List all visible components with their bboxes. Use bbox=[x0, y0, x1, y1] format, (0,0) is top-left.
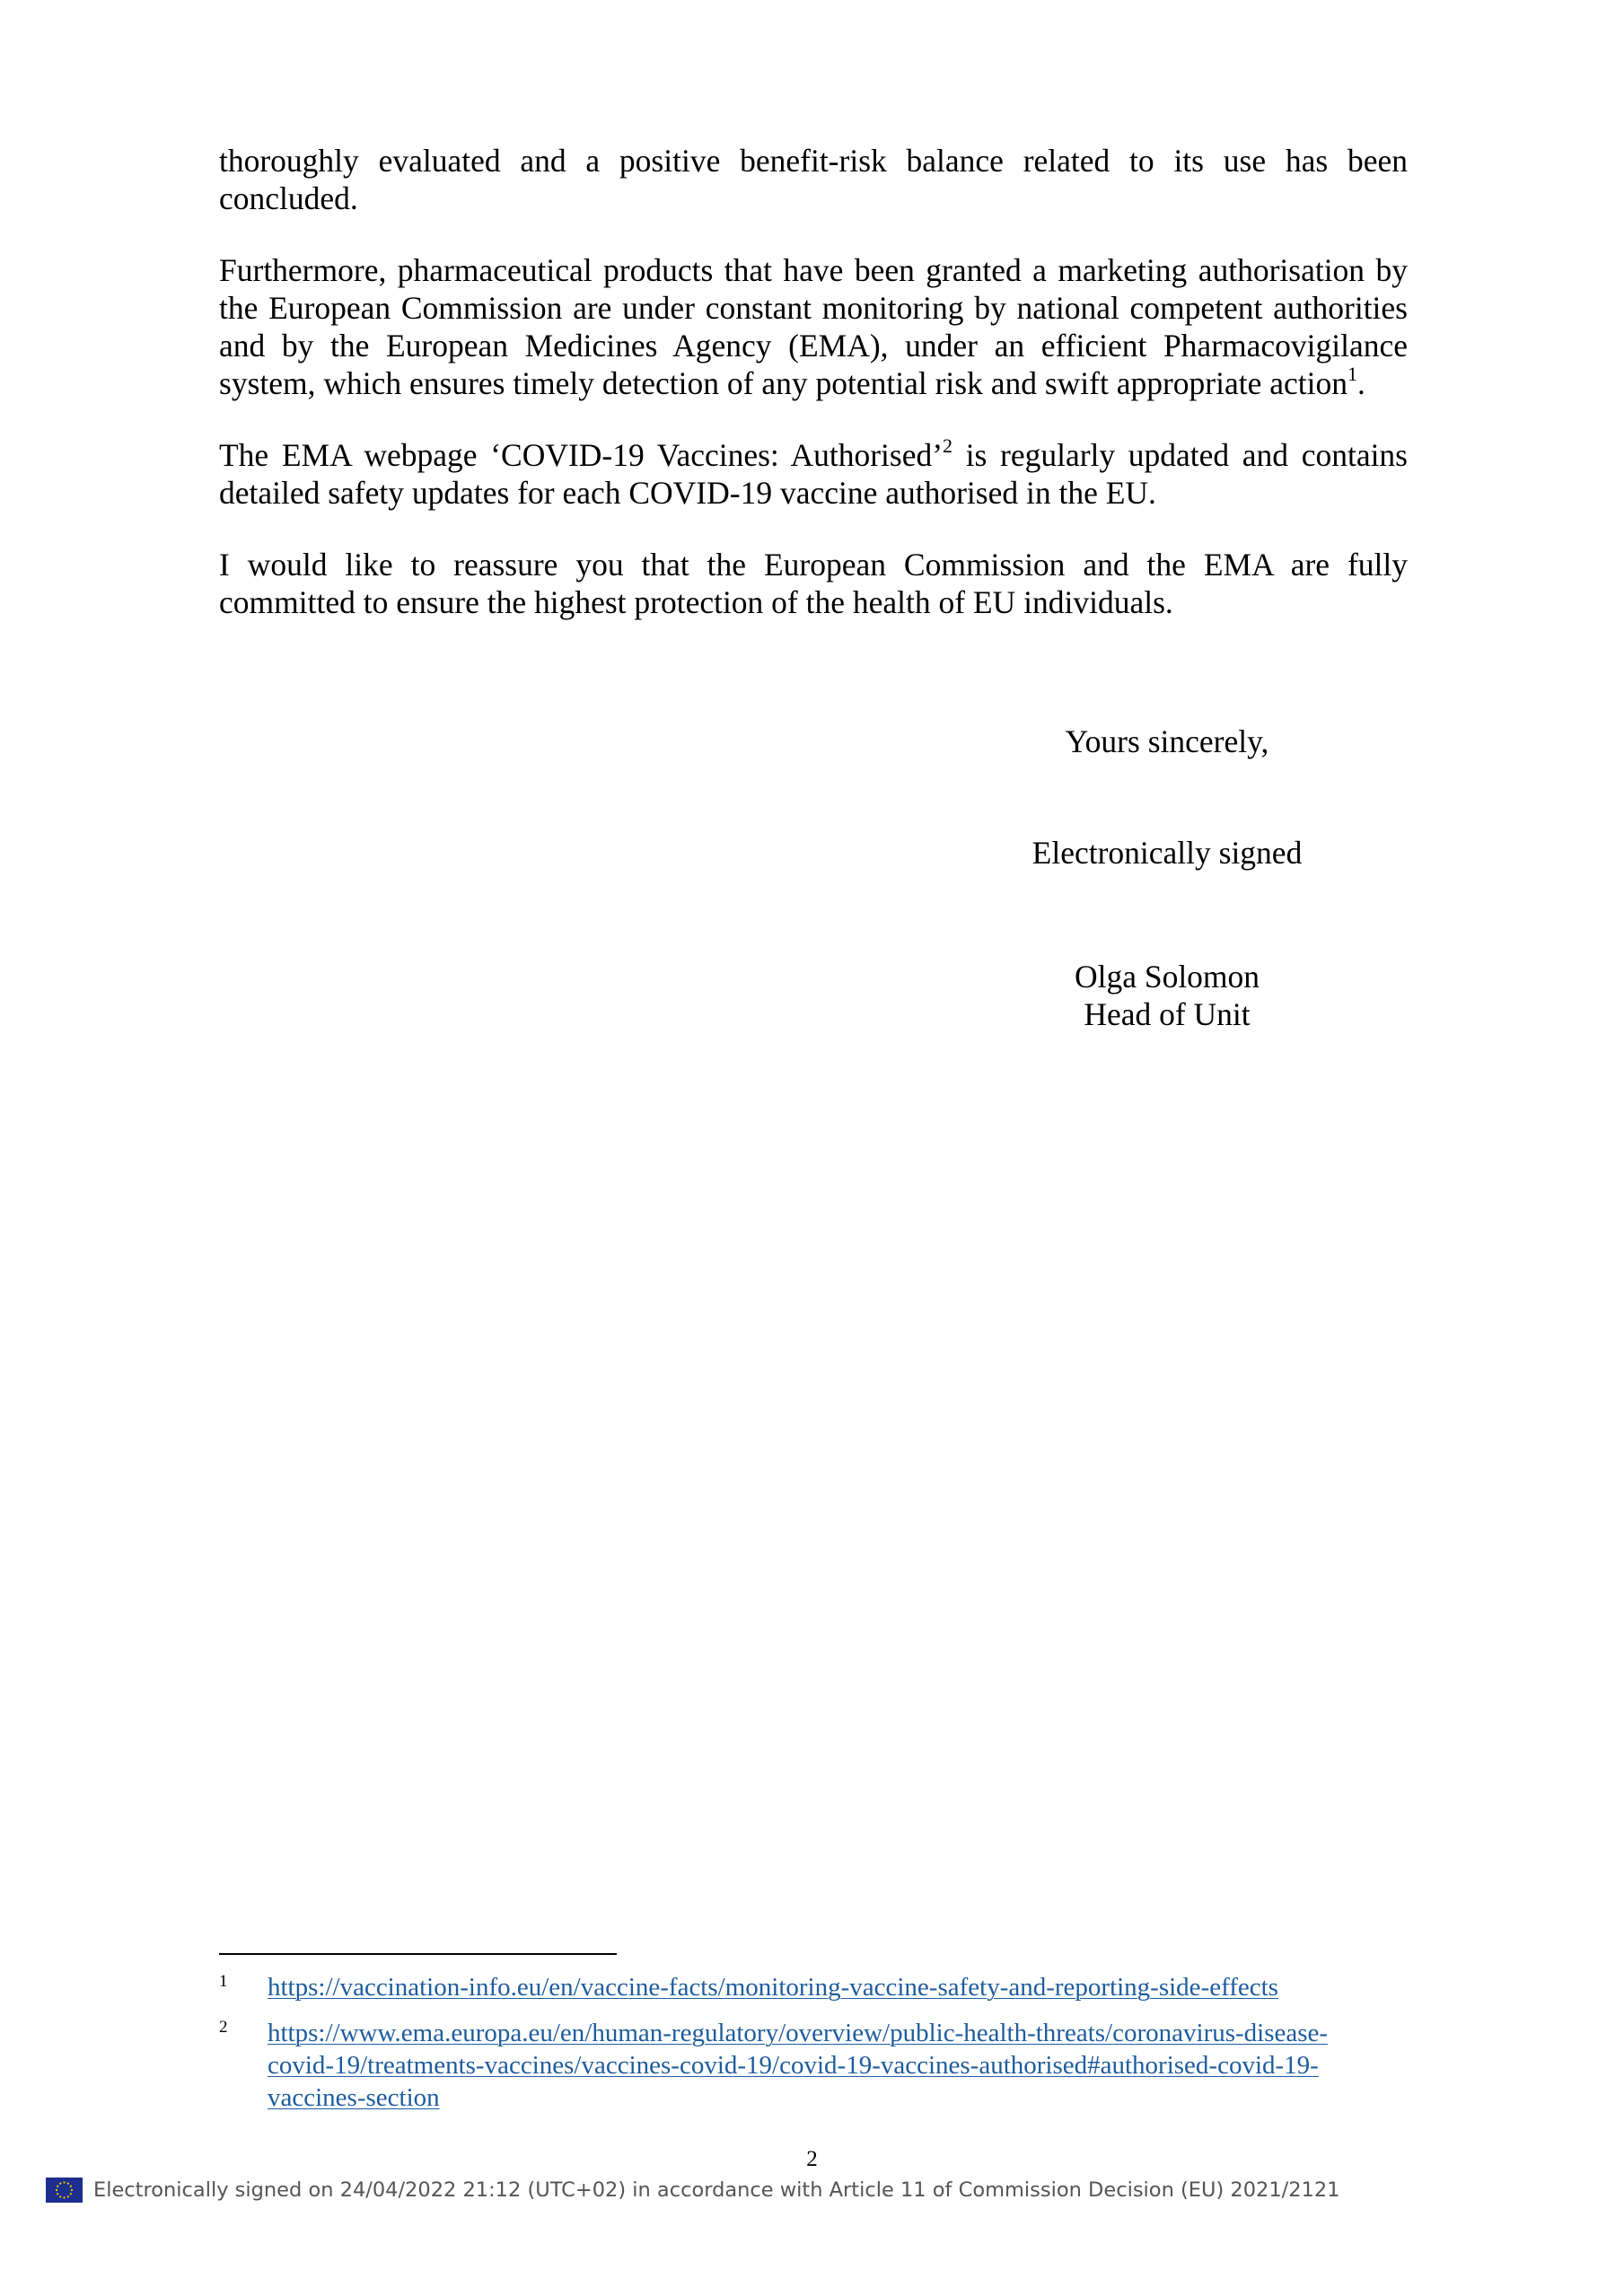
eu-flag-graphic bbox=[46, 2178, 83, 2203]
closing-text: Yours sincerely, bbox=[1065, 723, 1269, 759]
paragraph-4 bbox=[219, 546, 1408, 621]
eu-flag-star bbox=[67, 2195, 69, 2197]
letter-body bbox=[219, 142, 1408, 655]
paragraph-1 bbox=[219, 142, 1408, 217]
paragraph-4-text: I would like to reassure you that the European Commission and the EMA are fully committed to ensure the highest protection of the health of EU individuals. bbox=[219, 547, 1408, 620]
footnote-2-link-line-1[interactable]: https://www.ema.europa.eu/en/human-regulatory/overview/public-health-threats/coronavirus-disease- bbox=[268, 2019, 1329, 2047]
footnote-separator bbox=[219, 1953, 617, 1955]
paragraph-2-end: . bbox=[1356, 365, 1365, 401]
footnote-ref-2[interactable]: 2 bbox=[943, 434, 953, 457]
electronic-signature-footer bbox=[46, 2177, 1340, 2204]
footnote-1 bbox=[219, 1971, 1413, 2003]
signed-note bbox=[988, 834, 1347, 872]
footnote-2 bbox=[219, 2017, 1413, 2114]
footnote-ref-1[interactable]: 1 bbox=[1347, 363, 1357, 385]
paragraph-1-text: thoroughly evaluated and a positive benefit-risk balance related to its use has been concluded. bbox=[219, 143, 1408, 216]
signatory-name: Olga Solomon bbox=[1074, 959, 1260, 995]
signed-note-text: Electronically signed bbox=[1031, 835, 1303, 871]
page-number: 2 bbox=[806, 2147, 818, 2171]
eu-flag-star bbox=[70, 2186, 72, 2187]
signatory-title: Head of Unit bbox=[1084, 996, 1251, 1032]
footnote-2-link-line-3[interactable]: vaccines-section bbox=[268, 2083, 440, 2112]
footnote-1-number: 1 bbox=[219, 1972, 228, 1991]
electronic-signature-text: Electronically signed on 24/04/2022 21:12 (UTC+02) in accordance with Article 11 of Commission Decision (EU) 2021/2121 bbox=[93, 2178, 1340, 2202]
footnote-1-link[interactable]: https://vaccination-info.eu/en/vaccine-facts/monitoring-vaccine-safety-and-reporting-side-effects bbox=[268, 1973, 1278, 2002]
closing-line bbox=[988, 723, 1347, 760]
eu-flag-star bbox=[67, 2183, 69, 2185]
paragraph-3-text: The EMA webpage ‘COVID-19 Vaccines: Authorised’ bbox=[219, 437, 944, 473]
eu-flag-star bbox=[63, 2181, 65, 2183]
paragraph-2 bbox=[219, 251, 1408, 402]
paragraph-3-end: is regularly updated and contains detailed safety updates for each COVID-19 vaccine authorised in the EU. bbox=[219, 437, 1408, 511]
eu-flag-star bbox=[59, 2183, 61, 2185]
eu-flag-star bbox=[70, 2193, 72, 2195]
footnote-2-link-line-2[interactable]: covid-19/treatments-vaccines/vaccines-covid-19/covid-19-vaccines-authorised#authorised-covid-19- bbox=[268, 2051, 1319, 2080]
eu-flag-star bbox=[63, 2196, 65, 2198]
paragraph-2-text: Furthermore, pharmaceutical products that have been granted a marketing authorisation by the European Commission are under constant monitoring by national competent authorities and by the European Medicines Agency (EMA), under an efficient Pharmacovigilance system, which ensures timely detection of any potential risk and swift appropriate action bbox=[219, 252, 1408, 401]
eu-flag-star bbox=[59, 2195, 61, 2197]
eu-flag-star bbox=[57, 2186, 58, 2187]
footnote-2-number: 2 bbox=[219, 2018, 228, 2037]
eu-flag-star bbox=[71, 2189, 73, 2191]
eu-flag-star bbox=[57, 2193, 58, 2195]
eu-flag-icon bbox=[46, 2178, 83, 2203]
signatory-block bbox=[988, 958, 1347, 1033]
eu-flag-star bbox=[56, 2189, 57, 2191]
paragraph-3 bbox=[219, 436, 1408, 512]
